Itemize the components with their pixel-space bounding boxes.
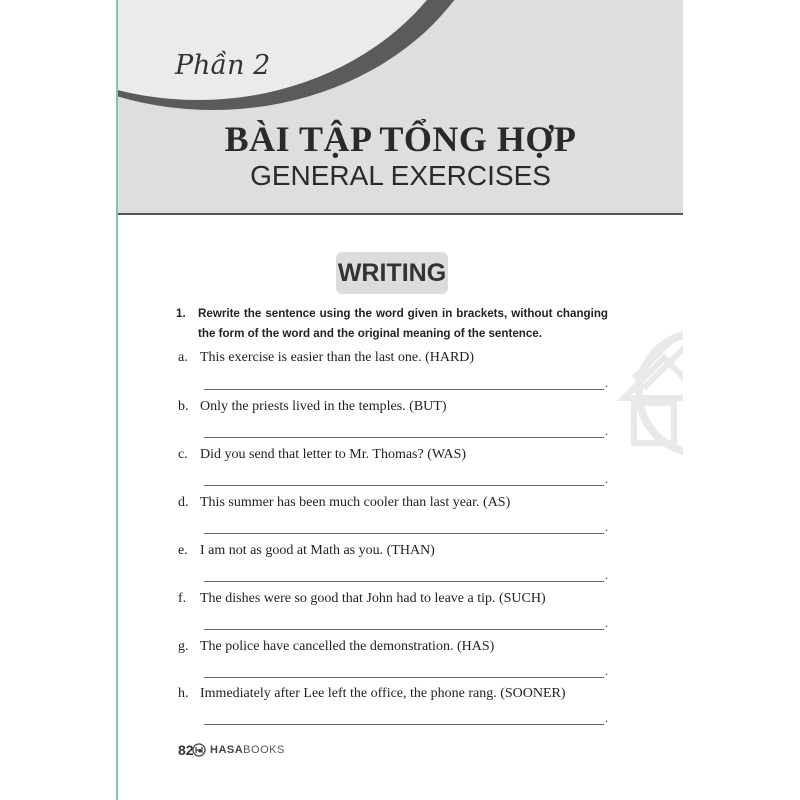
answer-end-e: .	[605, 568, 608, 582]
answer-line-f[interactable]	[204, 629, 604, 630]
answer-line-g[interactable]	[204, 677, 604, 678]
section-label: WRITING	[336, 252, 448, 294]
question-text: Only the priests lived in the temples. (BUT)	[200, 399, 447, 414]
answer-line-e[interactable]	[204, 581, 604, 582]
page-number: 82	[178, 742, 194, 758]
brand-rest: BOOKS	[243, 744, 285, 756]
question-letter: b.	[178, 399, 189, 414]
hasabooks-logo-icon	[192, 743, 206, 757]
answer-end-h: .	[605, 711, 608, 725]
chapter-header	[118, 0, 683, 215]
exercise-number: 1.	[176, 307, 186, 320]
question-text: This summer has been much cooler than last year. (AS)	[200, 495, 511, 510]
answer-line-b[interactable]	[204, 437, 604, 438]
watermark-icon	[604, 318, 683, 468]
question-letter: f.	[178, 591, 187, 606]
question-letter: c.	[178, 447, 188, 462]
answer-line-d[interactable]	[204, 533, 604, 534]
answer-end-b: .	[605, 424, 608, 438]
title-vietnamese: BÀI TẬP TỔNG HỢP	[224, 119, 577, 159]
footer-bullet: •	[197, 742, 203, 758]
brand-bold: HASA	[210, 744, 244, 756]
answer-line-a[interactable]	[204, 389, 604, 390]
answer-line-c[interactable]	[204, 485, 604, 486]
publisher-brand	[210, 744, 285, 756]
answer-end-c: .	[605, 472, 608, 486]
question-text: The police have cancelled the demonstration. (HAS)	[200, 639, 495, 654]
question-text: I am not as good at Math as you. (THAN)	[200, 543, 435, 558]
part-label: Phần 2	[175, 50, 271, 81]
question-text: Immediately after Lee left the office, the phone rang. (SOONER)	[200, 686, 566, 701]
question-letter: h.	[178, 686, 189, 701]
answer-end-g: .	[605, 664, 608, 678]
answer-end-a: .	[605, 376, 608, 390]
answer-line-h[interactable]	[204, 724, 604, 725]
question-letter: e.	[178, 543, 188, 558]
title-english: GENERAL EXERCISES	[250, 160, 551, 191]
question-letter: d.	[178, 495, 189, 510]
question-letter: g.	[178, 639, 189, 654]
answer-end-d: .	[605, 520, 608, 534]
instruction-text: Rewrite the sentence using the word given in brackets, without changing the form of the word and the original meaning of the sentence.	[198, 307, 608, 340]
answer-end-f: .	[605, 616, 608, 630]
book-page	[118, 0, 683, 800]
question-letter: a.	[178, 350, 188, 365]
question-text: Did you send that letter to Mr. Thomas? (WAS)	[200, 447, 467, 462]
question-text: The dishes were so good that John had to leave a tip. (SUCH)	[200, 591, 546, 606]
question-text: This exercise is easier than the last one. (HARD)	[200, 350, 475, 365]
